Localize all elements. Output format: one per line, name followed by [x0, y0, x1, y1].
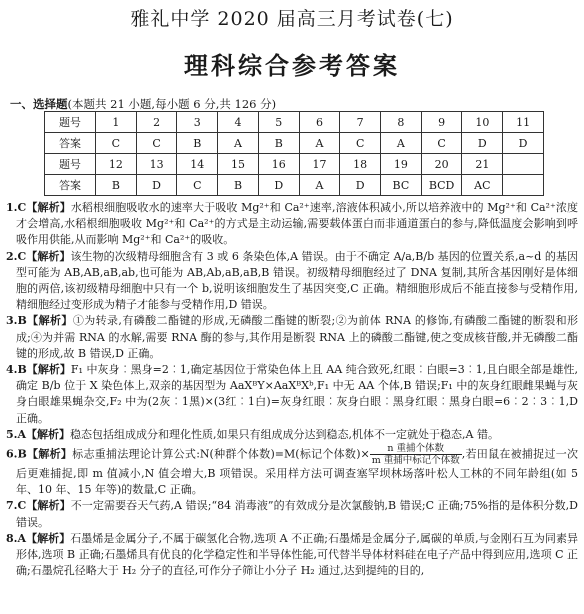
question-number: 5.A — [6, 427, 27, 441]
explanation-text: F₁ 中灰身︰黑身=2︰1,确定基因位于常染色体上且 AA 纯合致死,红眼︰白眼=3︰1,且白眼全部是雄性,确定 B/b 位于 X 染色体上,双亲的基因型为 AaXᴮY×AaXᴮXᵇ,F₁ 中无 AA 个体,B 错误;F₁ 中的灰身红眼雌果蝇与灰身白眼雄果蝇杂交,F₂ 中为(2灰︰1黑)×(3红︰1白)=灰身红眼︰灰身白眼︰黑身红眼︰黑身白眼=6︰2︰3︰1,D 正确。 — [16, 363, 578, 425]
answer-table-cell — [503, 175, 544, 196]
section-heading — [10, 96, 276, 112]
answer-table-cell: 17 — [299, 154, 340, 175]
answer-table-cell: 14 — [177, 154, 218, 175]
answer-table-cell: 10 — [462, 112, 503, 133]
answer-table-cell: C — [177, 175, 218, 196]
answer-table-cell: 4 — [218, 112, 259, 133]
answer-table — [44, 111, 544, 196]
answer-table-cell: 6 — [299, 112, 340, 133]
explanation-item — [6, 443, 578, 498]
explanation-item — [6, 249, 578, 314]
answer-table-cell: C — [136, 133, 177, 154]
section-note: (本题共 21 小题,每小题 6 分,共 126 分) — [67, 97, 277, 111]
analysis-tag: 【解析】 — [26, 447, 73, 461]
explanation-text: 稳态包括组成成分和理化性质,如果只有组成成分达到稳态,机体不一定就处于稳态,A 错。 — [70, 427, 499, 441]
answer-table-cell: A — [299, 133, 340, 154]
answer-table-cell: 1 — [96, 112, 137, 133]
explanation-text: 水稻根细胞吸收水的速率大于吸收 Mg²⁺和 Ca²⁺速率,溶液体积减小,所以培养液中的 Mg²⁺和 Ca²⁺浓度才会增高,水稻根细胞吸收 Mg²⁺和 Ca²⁺的方式是主动运输,需要载体蛋白而非通道蛋白的参与,降低温度会影响到呼吸作用供能,从而影响 Mg²⁺和 Ca²⁺的吸收。 — [16, 201, 578, 247]
answer-table-cell: D — [136, 175, 177, 196]
question-number: 1.C — [6, 201, 27, 214]
answer-table-cell: 11 — [503, 112, 544, 133]
answer-table-cell: 8 — [381, 112, 422, 133]
explanation-text: ①为转录,有磷酸二酯键的形成,无磷酸二酯键的断裂;②为前体 RNA 的修饰,有磷酸二酯键的断裂和形成;④为并需 RNA 的水解,需要 RNA 酶的参与,其作用是断裂 RNA 上的磷酸二酯键,使之变成核苷酸,并无磷酸二酯键的形成,故 B 错误,D 正确。 — [16, 314, 579, 360]
answer-table-cell: C — [96, 133, 137, 154]
section-title: 一、选择题 — [10, 97, 68, 111]
row-label: 答案 — [45, 133, 96, 154]
explanation-text: 该生物的次级精母细胞含有 3 或 6 条染色体,A 错误。由于不确定 A/a,B/b 基因的位置关系,a~d 的基因型可能为 AB,AB,aB,ab,也可能为 AB,Ab,aB,aB,B 错误。初级精母细胞经过了 DNA 复制,其所含基因刚好是体细胞的两倍,该初级精母细胞中只有一个 b,说明该细胞发生了基因突变,C 正确。精细胞形成后不能直接参与受精作用,精细胞经过变形成为精子才能参与受精作用,D 错误。 — [16, 249, 578, 312]
answer-table-cell: 18 — [340, 154, 381, 175]
answer-table-cell: D — [462, 133, 503, 154]
row-label: 题号 — [45, 154, 96, 175]
answer-table-cell: B — [96, 175, 137, 196]
answer-table-cell: B — [177, 133, 218, 154]
explanation-item — [6, 313, 578, 362]
analysis-tag: 【解析】 — [26, 249, 71, 263]
explanation-item — [6, 531, 578, 580]
answer-table-cell: A — [218, 133, 259, 154]
answer-table-cell: BC — [381, 175, 422, 196]
explanation-text: ,若田鼠在被捕捉过一次后更难捕捉,即 m 值减小,N 值会增大,B 项错误。采用样方法可调查塞罕坝林场落叶松人工林的不同年龄组(如 5 年、10 年、15 年等)的数量,C 正确。 — [16, 447, 579, 497]
explanation-text: 石墨烯是金属分子,不属于碳氢化合物,选项 A 不正确;石墨烯是金属分子,属碳的单质,与金刚石互为同素异形体,选项 B 正确;石墨烯具有优良的化学稳定性和半导体性能,可代替半导体材料硅在电子产品中得到应用,选项 C 正确;石墨烷孔径略大于 H₂ 分子的直径,可作分子筛让小分子 H₂ 通过,达到提纯的目的, — [16, 531, 578, 578]
answer-table-row — [45, 133, 544, 154]
question-number: 2.C — [6, 249, 27, 263]
question-number: 7.C — [6, 499, 27, 513]
explanation-list — [6, 200, 578, 579]
answer-table-cell: B — [218, 175, 259, 196]
answer-table-cell: 5 — [258, 112, 299, 133]
answer-table-cell: AC — [462, 175, 503, 196]
row-label: 答案 — [45, 175, 96, 196]
analysis-tag: 【解析】 — [26, 499, 71, 513]
explanation-item — [6, 427, 578, 443]
formula-fraction — [370, 443, 462, 466]
answer-table-cell: A — [381, 133, 422, 154]
question-number: 8.A — [6, 531, 27, 545]
answer-table-cell: BCD — [421, 175, 462, 196]
explanation-item — [6, 498, 578, 530]
answer-table-row — [45, 175, 544, 196]
answer-table-cell — [503, 154, 544, 175]
answer-table-cell: 3 — [177, 112, 218, 133]
answer-table-cell: 15 — [218, 154, 259, 175]
analysis-tag: 【解析】 — [26, 363, 71, 377]
answer-table-cell: 7 — [340, 112, 381, 133]
question-number: 3.B — [6, 314, 27, 328]
answer-table-cell: D — [258, 175, 299, 196]
page-title: 理科综合参考答案 — [184, 51, 400, 80]
answer-table-cell: C — [340, 133, 381, 154]
answer-table-cell: 20 — [421, 154, 462, 175]
answer-table-cell: 19 — [381, 154, 422, 175]
answer-table-cell: 12 — [96, 154, 137, 175]
fraction-numerator: n 重捕个体数 — [370, 443, 462, 455]
explanation-text: 标志重捕法理论计算公式:N(种群个体数)=M(标记个体数)× — [72, 447, 370, 461]
analysis-tag: 【解析】 — [26, 531, 71, 545]
question-number: 4.B — [6, 363, 27, 377]
analysis-tag: 【解析】 — [26, 314, 73, 328]
answer-table-row — [45, 112, 544, 133]
school-exam-title: 雅礼中学 2020 届高三月考试卷(七) — [130, 8, 454, 30]
analysis-tag: 【解析】 — [26, 427, 71, 441]
answer-table-cell: B — [258, 133, 299, 154]
question-number: 6.B — [6, 447, 27, 461]
answer-table-cell: 9 — [421, 112, 462, 133]
answer-table-cell: A — [299, 175, 340, 196]
explanation-item — [6, 362, 578, 427]
answer-table-cell: 16 — [258, 154, 299, 175]
answer-table-cell: C — [421, 133, 462, 154]
row-label: 题号 — [45, 112, 96, 133]
answer-table-cell: D — [340, 175, 381, 196]
explanation-item — [6, 200, 578, 249]
answer-table-cell: 2 — [136, 112, 177, 133]
fraction-denominator: m 重捕中标记个体数 — [371, 455, 460, 467]
analysis-tag: 【解析】 — [26, 201, 71, 214]
answer-table-cell: 21 — [462, 154, 503, 175]
answer-table-cell: 13 — [136, 154, 177, 175]
answer-table-cell: D — [503, 133, 544, 154]
explanation-text: 不一定需要吞天气药,A 错误;“84 消毒液”的有效成分是次氯酸钠,B 错误;C 正确;75%指的是体积分数,D 错误。 — [16, 499, 578, 529]
answer-table-row — [45, 154, 544, 175]
